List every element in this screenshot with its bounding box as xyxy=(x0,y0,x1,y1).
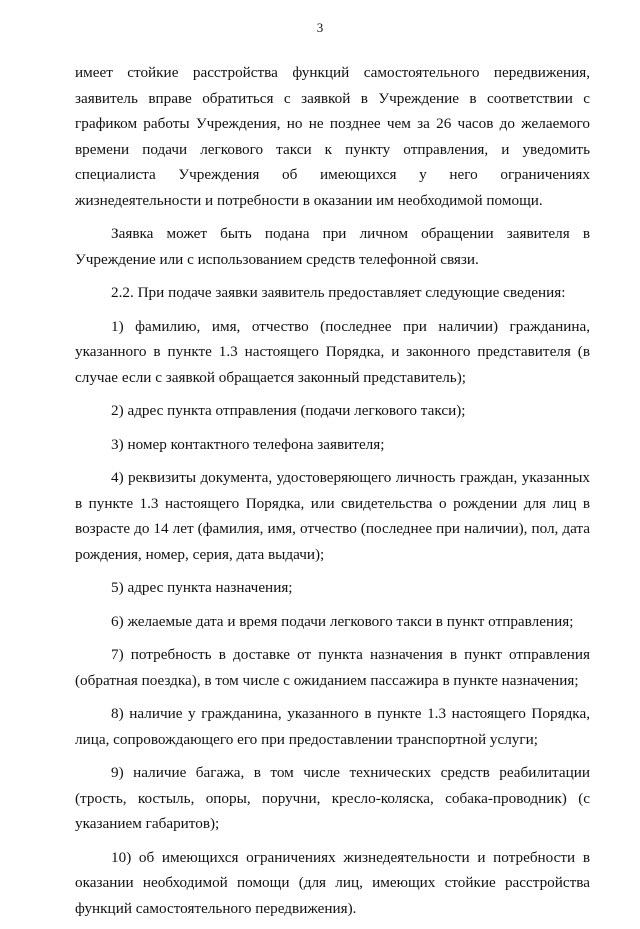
list-item-10: 10) об имеющихся ограничениях жизнедеятельности и потребности в оказании необходимой помощи (для лиц, имеющих стойкие расстройства функций самостоятельного передвижения). xyxy=(75,848,590,917)
list-item-4: 4) реквизиты документа, удостоверяющего личность граждан, указанных в пункте 1.3 настоящего Порядка, или свидетельства о рождении для лиц в возрасте до 14 лет (фамилия, имя, отчество (последнее при наличии), пол, дата рождения, номер, серия, дата выдачи); xyxy=(75,469,590,563)
list-item-7: 7) потребность в доставке от пункта назначения в пункт отправления (обратная поездка), в том числе с ожиданием пассажира в пункте назначения; xyxy=(75,646,590,689)
paragraph-section-2-2: 2.2. При подаче заявки заявитель предоставляет следующие сведения: xyxy=(111,284,566,301)
list-item-6: 6) желаемые дата и время подачи легкового такси в пункт отправления; xyxy=(111,612,574,630)
list-item-5: 5) адрес пункта назначения; xyxy=(111,579,293,596)
document-body xyxy=(75,60,590,929)
paragraph-application-submission: Заявка может быть подана при личном обращении заявителя в Учреждение или с использованием средств телефонной связи. xyxy=(75,225,590,268)
list-item-1: 1) фамилию, имя, отчество (последнее при наличии) гражданина, указанного в пункте 1.3 настоящего Порядка, и законного представителя (в случае если с заявкой обращается законный представитель); xyxy=(75,317,590,386)
page-number: 3 xyxy=(316,20,324,35)
list-item-8: 8) наличие у гражданина, указанного в пункте 1.3 настоящего Порядка, лица, сопровождающего его при предоставлении транспортной услуги; xyxy=(75,705,590,748)
list-item-3: 3) номер контактного телефона заявителя; xyxy=(111,435,385,453)
paragraph-continuation: имеет стойкие расстройства функций самостоятельного передвижения, заявитель вправе обратиться с заявкой в Учреждение в соответствии с графиком работы Учреждения, но не позднее чем за 26 часов до желаемого времени подачи легкового такси к пункту отправления, и уведомить специалиста Учреждения об имеющихся у него ограничениях жизнедеятельности и потребности в оказании им необходимой помощи. xyxy=(75,64,590,209)
list-item-9: 9) наличие багажа, в том числе технических средств реабилитации (трость, костыль, опоры, поручни, кресло-коляска, собака-проводник) (с указанием габаритов); xyxy=(75,764,590,832)
list-item-2: 2) адрес пункта отправления (подачи легкового такси); xyxy=(111,402,466,419)
